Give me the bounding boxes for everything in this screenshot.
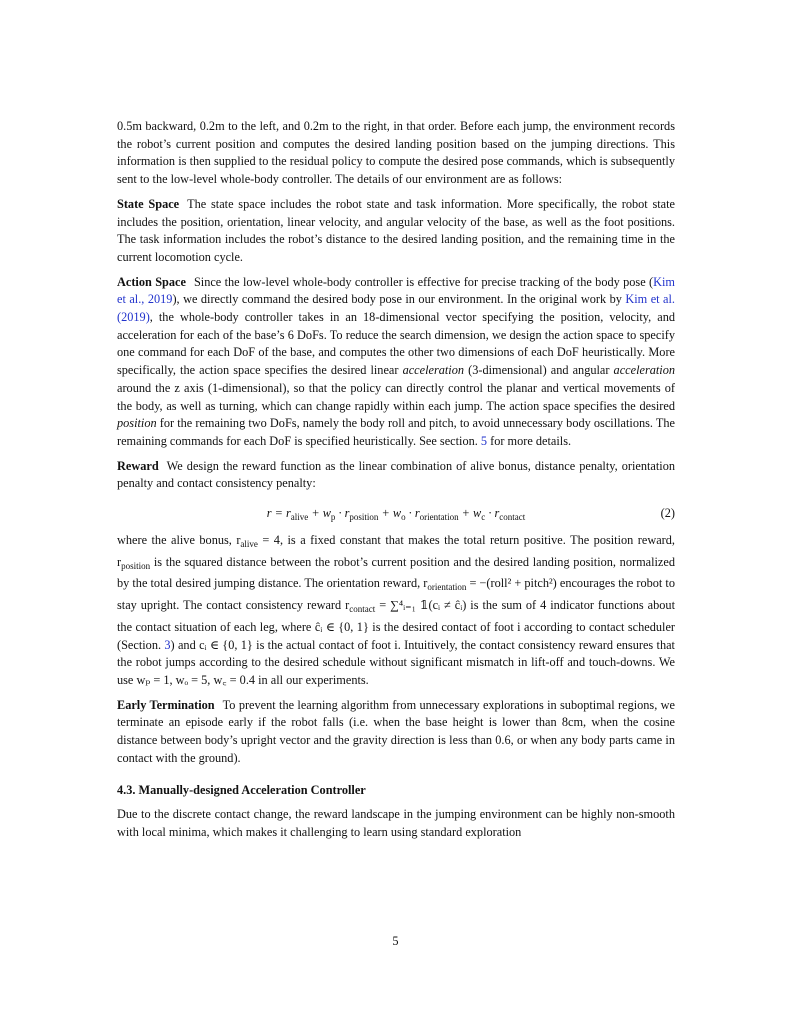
section-ref-link-3[interactable]: 3 [164, 637, 171, 652]
rx-s4: contact [349, 604, 376, 615]
rx-4: = −(roll² + pitch²) encourages the robot to stay upright. The contact consistency reward r [117, 576, 675, 613]
paragraph-reward [117, 458, 675, 493]
rx-s2: position [121, 560, 151, 571]
page-body [117, 118, 675, 849]
rx-2: = 4, is a fixed constant that makes the total return positive. The position reward, r [117, 533, 675, 569]
paragraph-action-space [117, 274, 675, 451]
reward-text: We design the reward function as the linear combination of alive bonus, distance penalty, orientation penalty and contact consistency penalty: [117, 458, 675, 491]
paragraph-state-space [117, 196, 675, 267]
action-em-1: acceleration [402, 363, 465, 378]
rx-s3: orientation [427, 582, 467, 593]
section-heading: 4.3. Manually-designed Acceleration Controller [117, 782, 366, 797]
early-termination-text: To prevent the learning algorithm from unnecessary explorations in suboptimal regions, we terminate an episode early if the robot falls (i.e. when the base height is lower than 8cm, when the cosine distance between body’s upright vector and the gravity direction is less than 0.6, or when any body parts came in contact with the ground). [117, 697, 675, 765]
equation-body: $r = r_{alive} + w_p \cdot r_{position} + w_o \cdot r_{orientation} + w_c \cdot r_{contact}$ [266, 506, 526, 523]
citation-link-kim-2019-b[interactable]: Kim et al. (2019) [117, 292, 675, 325]
citation-link-kim-2019[interactable]: Kim et al., 2019 [117, 274, 675, 307]
action-em-3: position [117, 416, 157, 431]
rx-5: = ∑⁴ᵢ₌₁ 𝟙(cᵢ ≠ ĉᵢ) is the sum of 4 indicator functions about the contact situation of each leg, where ĉᵢ ∈ {0, 1} is the desired contact of foot i according to contact scheduler (Section. [117, 598, 675, 652]
action-text-3: , the whole-body controller takes in an 18-dimensional vector specifying the position, velocity, and acceleration for each of the base’s 6 DoFs. To reduce the search dimension, we design the action space to specify one command for each DoF of the base, and computes the other two dimensions of each DoF heuristically. More specifically, the action space specifies the desired linear [117, 310, 675, 378]
equation-number: (2) [660, 506, 675, 521]
section-ref-link-5[interactable]: 5 [480, 433, 488, 448]
equation-reward [117, 505, 675, 529]
heading-reward: Reward [117, 458, 159, 473]
state-space-text: The state space includes the robot state and task information. More specifically, the robot state includes the position, orientation, linear velocity, and angular velocity of the base, as well as the foot positions. The task information includes the robot’s distance to the desired landing position, and the remaining time in the current locomotion cycle. [117, 196, 675, 264]
paragraph-early-termination [117, 697, 675, 768]
paragraph-section-body: Due to the discrete contact change, the reward landscape in the jumping environment can be highly non-smooth with local minima, which makes it challenging to learn using standard exploration [117, 807, 675, 839]
rx-3: is the squared distance between the robot’s current position and the desired landing position, normalized by the total desired jumping distance. The orientation reward, r [117, 554, 675, 591]
action-text-5: around the z axis (1-dimensional), so that the policy can directly control the planar and vertical movements of the body, as well as turning, which can change rapidly within each jump. The action space specifies the desired [117, 380, 675, 413]
action-text-4: (3-dimensional) and angular [464, 363, 614, 378]
action-text-7: for more details. [487, 433, 572, 448]
action-text-6: for the remaining two DoFs, namely the body roll and pitch, to avoid unnecessary body oscillations. The remaining commands for each DoF is specified heuristically. See section. [117, 416, 675, 448]
rx-1: where the alive bonus, r [117, 533, 241, 548]
heading-action-space: Action Space [117, 274, 186, 289]
page-number: 5 [392, 934, 399, 948]
heading-state-space: State Space [117, 196, 180, 211]
action-text-2: ), we directly command the desired body pose in our environment. In the original work by [172, 292, 626, 307]
heading-early-termination: Early Termination [117, 697, 215, 712]
action-em-2: acceleration [613, 363, 676, 378]
rx-s1: alive [240, 539, 258, 550]
paragraph-reward-explanation [117, 532, 675, 690]
rx-6: ) and cᵢ ∈ {0, 1} is the actual contact of foot i. Intuitively, the contact consistency reward ensures that the robot jumps according to the desired schedule without significant mismatch in lift-off and touch-downs. We use wₚ = 1, wₒ = 5, w꜀ = 0.4 in all our experiments. [117, 637, 675, 687]
paragraph-intro: 0.5m backward, 0.2m to the left, and 0.2m to the right, in that order. Before each jump, the environment records the robot’s current position and computes the desired landing position based on the jumping directions. This information is then supplied to the residual policy to compute the desired pose commands, which is subsequently sent to the low-level whole-body controller. The details of our environment are as follows: [117, 119, 675, 187]
action-text-1: Since the low-level whole-body controller is effective for precise tracking of the body pose ( [193, 274, 654, 289]
